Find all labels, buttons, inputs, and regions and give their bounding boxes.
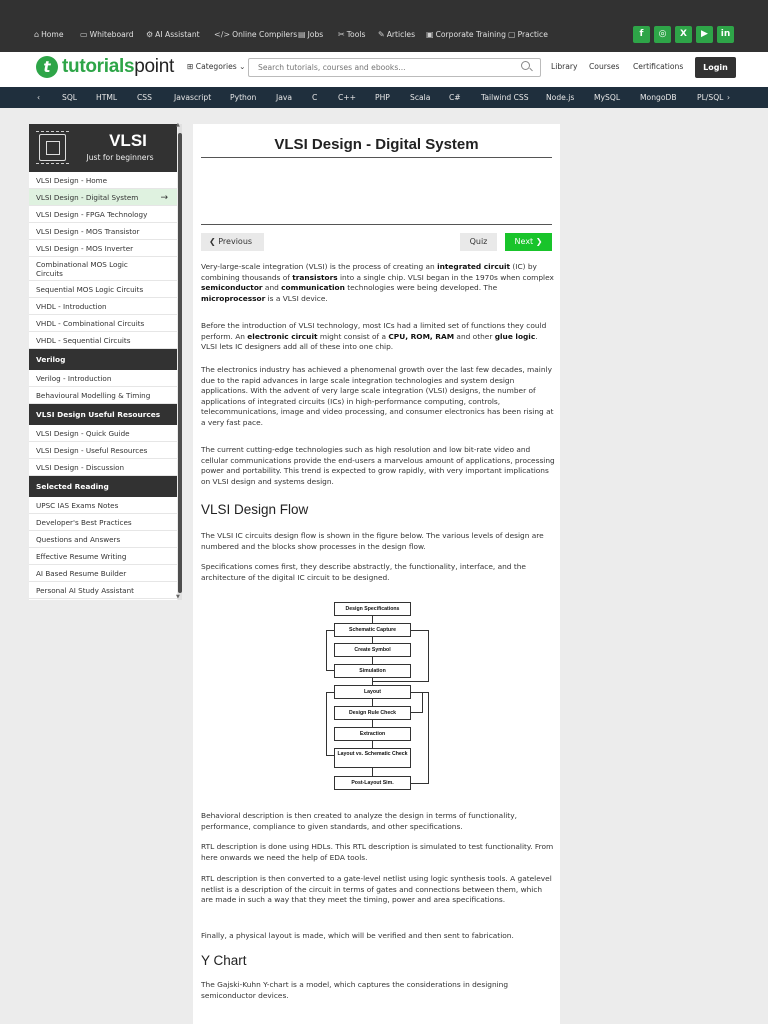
arrow-right-icon: → bbox=[160, 193, 168, 203]
instagram-icon[interactable]: ◎ bbox=[654, 26, 671, 43]
flow-connector bbox=[428, 692, 429, 784]
previous-button[interactable] bbox=[201, 233, 264, 251]
flow-connector bbox=[326, 630, 334, 631]
sidebar-section-header: Verilog bbox=[29, 349, 177, 370]
flow-connector bbox=[326, 670, 334, 671]
nav-library[interactable]: Library bbox=[551, 62, 578, 71]
sidebar-item[interactable] bbox=[29, 281, 177, 298]
categories-label: Categories bbox=[195, 62, 237, 71]
flow-connector bbox=[372, 699, 373, 706]
sidebar-item[interactable] bbox=[29, 425, 177, 442]
sidebar-item[interactable] bbox=[29, 565, 177, 582]
search-icon[interactable] bbox=[521, 61, 530, 70]
sidebar-item-label: VLSI Design - Home bbox=[36, 176, 108, 185]
sidebar-item-label: VLSI Design - FPGA Technology bbox=[36, 210, 148, 219]
sidebar-item[interactable] bbox=[29, 514, 177, 531]
heading-y-chart: Y Chart bbox=[201, 953, 247, 968]
flow-box: Schematic Capture bbox=[334, 623, 411, 637]
sidebar-item-label: VLSI Design - MOS Inverter bbox=[36, 244, 134, 253]
linkedin-icon[interactable]: in bbox=[717, 26, 734, 43]
tech-nav-item[interactable]: PHP bbox=[375, 93, 390, 102]
flow-connector bbox=[372, 616, 373, 623]
top-link-label: AI Assistant bbox=[155, 30, 200, 39]
tech-nav-item[interactable]: SQL bbox=[62, 93, 78, 102]
top-link-label: Whiteboard bbox=[89, 30, 134, 39]
logo-rest: point bbox=[134, 56, 174, 77]
nav-certifications[interactable]: Certifications bbox=[633, 62, 684, 71]
sidebar-item[interactable] bbox=[29, 257, 177, 281]
sidebar-item[interactable] bbox=[29, 206, 177, 223]
sidebar-item-label: Sequential MOS Logic Circuits bbox=[36, 285, 144, 294]
sidebar-item-label: VHDL - Introduction bbox=[36, 302, 107, 311]
training-icon: ▣ bbox=[426, 30, 434, 39]
top-link-label: Corporate Training bbox=[435, 30, 506, 39]
tech-nav-next-arrow[interactable]: › bbox=[727, 93, 731, 102]
tech-nav-item[interactable]: HTML bbox=[96, 93, 118, 102]
paragraph-netlist: RTL description is then converted to a gate-level netlist using logic synthesis tools. A gatelevel netlist is a description of the circuit in terms of gates and connections between them, which are made in such a way that they meet the timing, power and area specifications. bbox=[201, 874, 552, 905]
chevron-left-icon: ❮ bbox=[209, 237, 219, 246]
sidebar-item-label: VLSI Design - Useful Resources bbox=[36, 446, 148, 455]
chip-icon bbox=[39, 134, 66, 161]
flow-box: Layout bbox=[334, 685, 411, 699]
sidebar-item-label: VLSI Design - Digital System bbox=[36, 193, 139, 202]
tech-nav-item[interactable]: PL/SQL bbox=[697, 93, 724, 102]
flow-box: Design Specifications bbox=[334, 602, 411, 616]
sidebar-item-label: Personal AI Study Assistant bbox=[36, 586, 134, 595]
facebook-icon[interactable]: f bbox=[633, 26, 650, 43]
search-input[interactable] bbox=[248, 58, 541, 77]
sidebar-item[interactable] bbox=[29, 387, 177, 404]
sidebar-item-label: AI Based Resume Builder bbox=[36, 569, 127, 578]
flow-connector bbox=[411, 783, 429, 784]
tech-nav-item[interactable]: C bbox=[312, 93, 318, 102]
sidebar-item-label: VLSI Design - Discussion bbox=[36, 463, 125, 472]
paragraph-y-chart: The Gajski-Kuhn Y-chart is a model, which captures the considerations in designing semiconductor devices. bbox=[201, 980, 509, 999]
tech-nav-item[interactable]: MongoDB bbox=[640, 93, 677, 102]
top-link-home[interactable] bbox=[34, 30, 64, 39]
sidebar-item[interactable] bbox=[29, 298, 177, 315]
youtube-icon[interactable]: ▶ bbox=[696, 26, 713, 43]
sidebar-item-label: Verilog - Introduction bbox=[36, 374, 112, 383]
sidebar-item-label: VHDL - Combinational Circuits bbox=[36, 319, 145, 328]
sidebar-item[interactable] bbox=[29, 240, 177, 257]
flow-box: Layout vs. Schematic Check bbox=[334, 748, 411, 768]
paragraph-behavioral: Behavioral description is then created to analyze the design in terms of functionality, performance, compliance to given standards, and other specifications. bbox=[201, 811, 517, 831]
paragraph-before-vlsi: Before the introduction of VLSI technology, most ICs had a limited set of functions they could perform. An electronic circuit might consist of a CPU, ROM, RAM and other glue logic. VLSI lets IC designers add all of these into one chip. bbox=[201, 321, 547, 352]
paragraph-rtl: RTL description is done using HDLs. This RTL description is simulated to test functionality. From here onwards we need the help of EDA tools. bbox=[201, 842, 554, 862]
sidebar-item-label: Combinational MOS Logic Circuits bbox=[36, 260, 128, 278]
top-link-jobs[interactable] bbox=[298, 30, 323, 39]
top-link-label: Home bbox=[41, 30, 64, 39]
top-link-label: Tools bbox=[346, 30, 366, 39]
scroll-down-icon[interactable]: ▼ bbox=[176, 594, 180, 600]
sidebar-item[interactable] bbox=[29, 189, 177, 206]
code-icon: </> bbox=[214, 30, 231, 39]
sidebar-item[interactable] bbox=[29, 370, 177, 387]
flow-connector bbox=[326, 630, 327, 671]
next-label: Next bbox=[514, 237, 534, 246]
tech-nav-item[interactable]: C++ bbox=[338, 93, 357, 102]
chevron-down-icon: ⌄ bbox=[236, 62, 246, 71]
tech-nav-item[interactable]: Tailwind CSS bbox=[481, 93, 529, 102]
top-link-corporate-training[interactable] bbox=[426, 30, 506, 39]
title-divider bbox=[201, 157, 552, 158]
paragraph-intro: Very-large-scale integration (VLSI) is the process of creating an integrated circuit (IC) by combining thousands of transistors into a single chip. VLSI began in the 1970s when complex semiconductor and communication technologies were being developed. The microprocessor is a VLSI device. bbox=[201, 262, 554, 303]
tech-nav-item[interactable]: CSS bbox=[137, 93, 152, 102]
sidebar-subtitle: Just for beginners bbox=[86, 153, 154, 162]
sidebar-item-label: VLSI Design - MOS Transistor bbox=[36, 227, 140, 236]
flow-connector bbox=[326, 692, 327, 755]
whiteboard-icon: ▭ bbox=[80, 30, 88, 39]
sidebar-section-header: VLSI Design Useful Resources bbox=[29, 404, 177, 425]
articles-icon: ✎ bbox=[378, 30, 385, 39]
practice-icon: ▢ bbox=[508, 30, 516, 39]
nav-courses[interactable]: Courses bbox=[589, 62, 620, 71]
flow-connector bbox=[326, 755, 334, 756]
top-link-online-compilers[interactable] bbox=[214, 30, 297, 39]
top-link-label: Jobs bbox=[307, 30, 324, 39]
categories-dropdown[interactable] bbox=[187, 62, 246, 71]
flow-connector bbox=[372, 637, 373, 643]
tech-nav-item[interactable]: MySQL bbox=[594, 93, 621, 102]
flow-connector bbox=[326, 692, 334, 693]
flow-connector bbox=[422, 692, 423, 712]
chevron-right-icon: ❯ bbox=[533, 237, 543, 246]
top-link-label: Articles bbox=[386, 30, 416, 39]
previous-label: Previous bbox=[218, 237, 253, 246]
flow-box: Simulation bbox=[334, 664, 411, 678]
flow-connector bbox=[372, 657, 373, 664]
paragraph-layout: Finally, a physical layout is made, which will be verified and then sent to fabrication. bbox=[201, 931, 514, 940]
flow-connector bbox=[372, 720, 373, 727]
sidebar-item-label: Developer's Best Practices bbox=[36, 518, 132, 527]
tech-nav-item[interactable]: Javascript bbox=[174, 93, 212, 102]
scroll-up-icon[interactable]: ▲ bbox=[176, 122, 180, 128]
flow-box: Design Rule Check bbox=[334, 706, 411, 720]
paragraph-flow-intro: The VLSI IC circuits design flow is shown in the figure below. The various levels of design are numbered and the blocks show processes in the design flow. bbox=[201, 531, 544, 551]
tools-icon: ✂ bbox=[338, 30, 345, 39]
top-bar bbox=[0, 0, 768, 52]
flow-box: Create Symbol bbox=[334, 643, 411, 657]
flow-connector bbox=[411, 630, 429, 631]
logo[interactable] bbox=[62, 56, 174, 78]
sidebar-item[interactable] bbox=[29, 459, 177, 476]
flow-connector bbox=[372, 681, 429, 682]
top-link-practice[interactable] bbox=[508, 30, 548, 39]
top-link-tools[interactable] bbox=[338, 30, 365, 39]
flow-box: Post-Layout Sim. bbox=[334, 776, 411, 790]
briefcase-icon: ▤ bbox=[298, 30, 306, 39]
paragraph-industry: The electronics industry has achieved a phenomenal growth over the last few decades, mainly due to the rapid advances in large scale integration technologies and system design applications. With the advent of very large scale integration (VLSI) designs, the number of applications of integrated circuits (ICs) in high-performance computing, controls, telecommunications, image and video processing, and consumer electronics has been rising at a very fast pace. bbox=[201, 365, 554, 427]
sidebar-item[interactable] bbox=[29, 531, 177, 548]
flow-connector bbox=[423, 692, 429, 693]
sidebar-item[interactable] bbox=[29, 223, 177, 240]
sidebar-item-label: UPSC IAS Exams Notes bbox=[36, 501, 119, 510]
tech-nav-item[interactable]: Scala bbox=[410, 93, 431, 102]
sidebar-item-label: VHDL - Sequential Circuits bbox=[36, 336, 131, 345]
sidebar-item-label: Effective Resume Writing bbox=[36, 552, 127, 561]
page-title: VLSI Design - Digital System bbox=[274, 136, 479, 153]
paragraph-specifications: Specifications comes first, they describe abstractly, the functionality, interface, and the architecture of the digital IC circuit to be designed. bbox=[201, 562, 526, 582]
tech-nav-item[interactable]: C# bbox=[449, 93, 461, 102]
ad-divider bbox=[201, 224, 552, 225]
sidebar-item[interactable] bbox=[29, 582, 177, 599]
sidebar-section-header: Selected Reading bbox=[29, 476, 177, 497]
top-link-articles[interactable] bbox=[378, 30, 415, 39]
flow-connector bbox=[411, 712, 423, 713]
flow-connector bbox=[372, 741, 373, 748]
grid-icon: ⊞ bbox=[187, 62, 196, 71]
sidebar-item-label: Questions and Answers bbox=[36, 535, 121, 544]
tech-nav-item[interactable]: Node.js bbox=[546, 93, 575, 102]
sidebar-item[interactable] bbox=[29, 172, 177, 189]
sidebar-item[interactable] bbox=[29, 442, 177, 459]
heading-design-flow: VLSI Design Flow bbox=[201, 502, 309, 517]
top-link-label: Online Compilers bbox=[232, 30, 298, 39]
sidebar-item[interactable] bbox=[29, 315, 177, 332]
paragraph-technologies: The current cutting-edge technologies such as high resolution and low bit-rate video and cellular communications provide the end-users a marvelous amount of applications, processing power and portability. This trend is expected to grow rapidly, with very important implications on VLSI design and systems design. bbox=[201, 445, 555, 486]
sidebar-item[interactable] bbox=[29, 548, 177, 565]
top-link-label: Practice bbox=[517, 30, 548, 39]
sidebar-scroll-thumb[interactable] bbox=[178, 133, 182, 593]
quiz-button[interactable]: Quiz bbox=[460, 233, 497, 251]
flow-connector bbox=[372, 768, 373, 776]
home-icon: ⌂ bbox=[34, 30, 40, 39]
tech-nav-prev-arrow[interactable]: ‹ bbox=[37, 93, 41, 102]
login-button[interactable]: Login bbox=[695, 57, 736, 78]
flow-box: Extraction bbox=[334, 727, 411, 741]
x-icon[interactable]: X bbox=[675, 26, 692, 43]
top-link-whiteboard[interactable] bbox=[80, 30, 134, 39]
sidebar-item[interactable] bbox=[29, 497, 177, 514]
tech-nav-item[interactable]: Python bbox=[230, 93, 257, 102]
robot-icon: ⚙ bbox=[146, 30, 154, 39]
top-link-ai-assistant[interactable] bbox=[146, 30, 200, 39]
tech-nav-item[interactable]: Java bbox=[276, 93, 293, 102]
sidebar-item-label: Behavioural Modelling & Timing bbox=[36, 391, 151, 400]
sidebar-item[interactable] bbox=[29, 332, 177, 349]
logo-bold: tutorials bbox=[62, 56, 135, 77]
sidebar-title: VLSI bbox=[109, 131, 147, 150]
next-button[interactable] bbox=[505, 233, 552, 251]
flow-connector bbox=[428, 630, 429, 682]
logo-icon[interactable]: t bbox=[36, 56, 58, 78]
sidebar-item-label: VLSI Design - Quick Guide bbox=[36, 429, 130, 438]
